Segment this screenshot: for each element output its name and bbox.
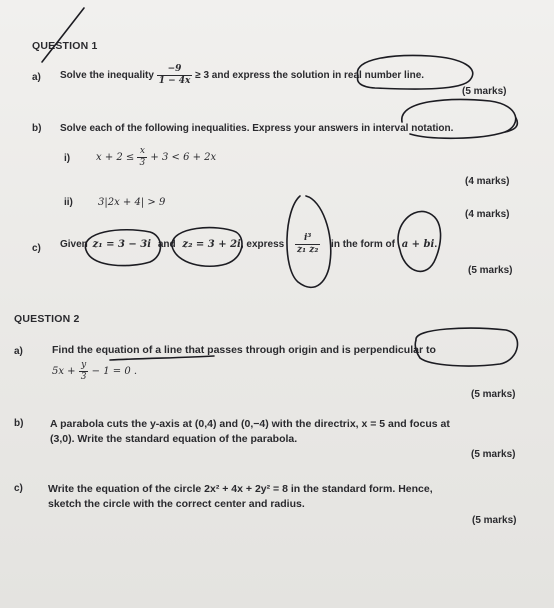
q1c-fraction	[295, 233, 320, 256]
q1b-i-pre: x + 2 ≤	[96, 152, 135, 163]
q1c-marks: (5 marks)	[468, 265, 513, 276]
q1a-text-pre: Solve the inequality	[60, 70, 154, 82]
q1c-and: and	[157, 239, 176, 251]
q1b-text: Solve each of the following inequalities. Express your answers in interval notation.	[60, 123, 454, 134]
q1c-end: .	[434, 239, 438, 251]
q1b-ii-label: ii)	[64, 197, 73, 208]
q2b-line1: A parabola cuts the y-axis at (0,4) and (0,−4) with the directrix, x = 5 and focus at	[50, 418, 450, 430]
q2c-line2: sketch the circle with the correct center and radius.	[48, 498, 305, 510]
q1b-i-post: + 3 < 6 + 2x	[150, 152, 217, 163]
q2a-line1: Find the equation of a line that passes through origin and is perpendicular to	[52, 344, 436, 356]
q1b-label: b)	[32, 123, 42, 134]
q2b-line2: (3,0). Write the standard equation of the parabola.	[50, 433, 298, 445]
q2b-marks: (5 marks)	[471, 449, 516, 460]
q1b-i-frac-num: x	[137, 146, 147, 158]
q1c-text-post: in the form of	[331, 239, 395, 251]
q2c-marks: (5 marks)	[472, 515, 517, 526]
q2a-eq-pre: 5x +	[52, 366, 76, 377]
q2a-eq-frac-num: y	[79, 360, 89, 372]
q1c-z2: z₂ = 3 + 2i	[182, 239, 241, 251]
q1b-i-frac-den: 3	[139, 158, 146, 168]
q2c-line1: Write the equation of the circle 2x² + 4x + 2y² = 8 in the standard form. Hence,	[48, 483, 433, 495]
q2a-marks: (5 marks)	[471, 389, 516, 400]
q1c-label: c)	[32, 243, 41, 254]
q1c-form: a + bi	[401, 239, 435, 251]
q1c-text-pre: Given	[60, 239, 88, 251]
q1a-frac-num: −9	[157, 64, 193, 76]
q1a-question	[60, 64, 424, 87]
q1b-i-label: i)	[64, 153, 71, 164]
q2b-label: b)	[14, 418, 24, 429]
q1c-frac-den: z₁ z₂	[297, 245, 319, 255]
q1b-ii-expression: 3|2x + 4| > 9	[98, 197, 166, 208]
q1b-i-marks: (4 marks)	[465, 176, 510, 187]
q1c-frac-num: i³	[295, 233, 320, 245]
q2a-eq-fraction	[79, 360, 89, 383]
q1a-text-post: ≥ 3 and express the solution in real number line.	[195, 70, 425, 82]
q2a-equation	[52, 360, 137, 383]
q1a-fraction	[157, 64, 193, 87]
q1b-i-fraction	[137, 146, 147, 169]
q2a-eq-post: − 1 = 0 .	[91, 366, 138, 377]
q1a-label: a)	[32, 72, 41, 83]
q2c-label: c)	[14, 483, 23, 494]
q1b-ii-marks: (4 marks)	[465, 209, 510, 220]
question-2-heading: QUESTION 2	[14, 313, 80, 325]
q1a-frac-den: 1 − 4x	[158, 76, 191, 86]
q1a-marks: (5 marks)	[462, 86, 507, 97]
q2a-label: a)	[14, 346, 23, 357]
q1c-express: , express	[240, 239, 285, 251]
q1c-z1: z₁ = 3 − 3i	[92, 239, 152, 251]
q1c-question	[60, 233, 437, 256]
question-1-heading: QUESTION 1	[32, 40, 98, 52]
q2a-eq-frac-den: 3	[80, 372, 87, 382]
q1b-i-expression	[96, 146, 216, 169]
